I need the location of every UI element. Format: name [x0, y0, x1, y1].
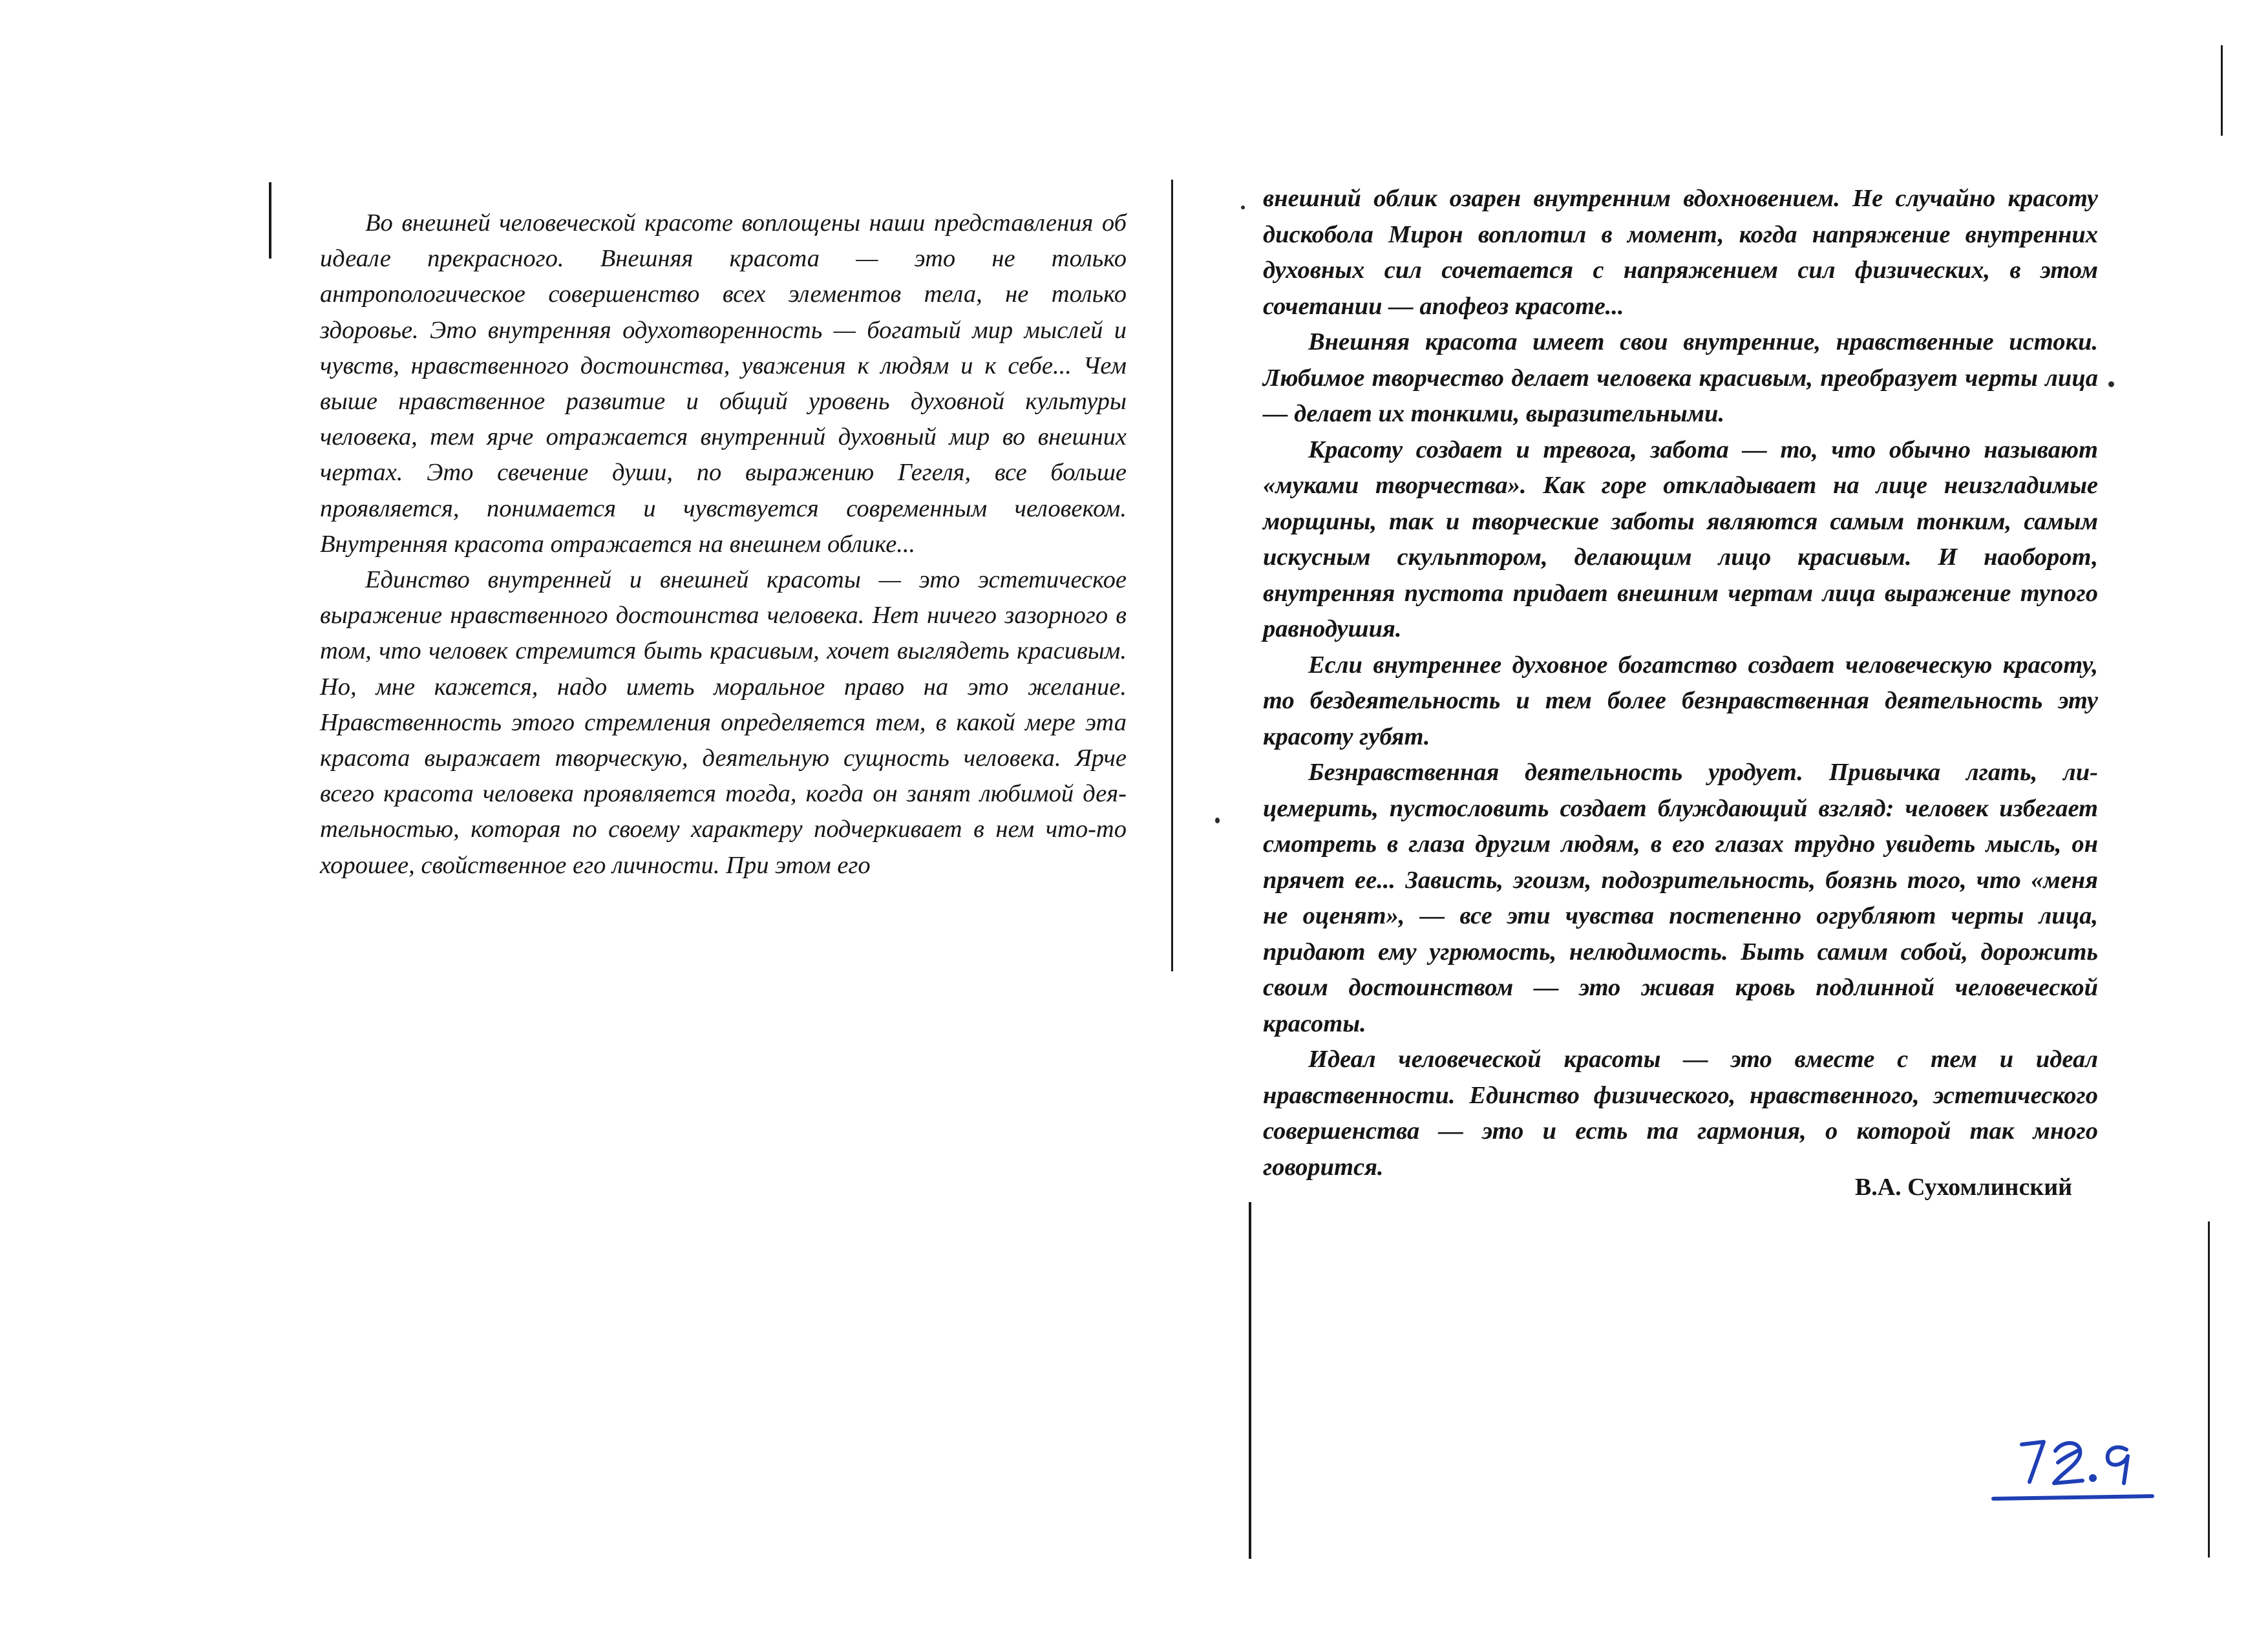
- right-page-text: [1263, 181, 2098, 1185]
- right-paragraph-3: Если внутреннее духовное богатство создает человеческую красоту, то бездеятельность и тем более безнравственная деятельность эту красоту губят.: [1263, 651, 2098, 750]
- scan-edge-line-center: [1171, 180, 1173, 971]
- left-paragraph-2: Единство внутренней и внешней красоты — это эстетическое выражение нравственного достоинства человека. Нет ничего зазорного в том, что человек стремится быть красивым, хочет выглядеть красивым. Но, мне кажется, надо иметь моральное право на это желание. Нравственность этого стремления определяется тем, в какой мере эта красота выражает творческую, деятельную сущность человека. Ярче всего красота человека проявляется тогда, когда он занят любимой деятельностью, которая по своему характеру подчеркивает в нем что-то хорошее, свойственное его личности. При этом его: [320, 566, 1127, 879]
- left-page-text: [320, 206, 1127, 883]
- author-signature: В.А. Сухомлинский: [1854, 1174, 2072, 1201]
- right-paragraph-1: Внешняя красота имеет свои внутренние, нравственные истоки. Любимое творчество делает человека красивым, преобразует черты лица — делает их тонкими, выразительными.: [1263, 328, 2098, 427]
- right-paragraph-4: Безнравственная деятельность уродует. Привычка лгать, лицемерить, пустословить создает блуждающий взгляд: человек избегает смотреть в глаза другим людям, в его глазах трудно увидеть мысль, он прячет ее... Зависть, эгоизм, подозрительность, боязнь того, что «меня не оценят», — все эти чувства постепенно огрубляют черты лица, придают ему угрюмость, нелюдимость. Быть самим собой, дорожить своим достоинством — это живая кровь подлинной человеческой красоты.: [1263, 759, 2098, 1037]
- handwritten-number-mark: [1991, 1425, 2159, 1509]
- scan-speck: [2108, 381, 2114, 387]
- scan-edge-line-far-right-top: [2221, 45, 2223, 136]
- scan-speck: [1215, 818, 1220, 823]
- right-paragraph-5: Идеал человеческой красоты — это вместе с тем и идеал нравственности. Единство физического, нравственного, эстетического совершенства — это и есть та гармония, о которой так много говорится.: [1263, 1046, 2098, 1181]
- right-continuation-paragraph: внешний облик озарен внутренним вдохновением. Не случайно красоту дискобола Мирон воплотил в момент, когда напряжение внутренних духовных сил сочетается с напряжением сил физических, в этом сочетании — апофеоз красоте...: [1263, 185, 2098, 320]
- right-paragraph-2: Красоту создает и тревога, забота — то, что обычно называют «муками творчества». Как горе откладывает на лице неизгладимые морщины, так и творческие заботы являются самым тонким, самым искусным скульптором, делающим лицо красивым. И наоборот, внутренняя пустота придает внешним чертам лица выражение тупого равнодушия.: [1263, 436, 2098, 642]
- scan-edge-line-far-right-lower: [2208, 1221, 2210, 1558]
- scan-speck: [1241, 206, 1245, 209]
- left-paragraph-1: Во внешней человеческой красоте воплощены наши представления об идеале прекрасного. Внешняя красота — это не только антропологическое совершенство всех элементов тела, не только здоровье. Это внутренняя одухотворенность — богатый мир мыслей и чувств, нравственного достоинства, уважения к людям и к себе... Чем выше нравственное развитие и общий уровень духовной культуры человека, тем ярче отражается внутренний духовный мир во внешних чертах. Это свечение души, по выражению Гегеля, все больше проявляется, понимается и чувствуется современным человеком. Внутренняя красота отражается на внешнем облике...: [320, 209, 1127, 558]
- scan-edge-line-right-lower: [1249, 1202, 1251, 1559]
- scan-edge-line-left: [269, 182, 271, 259]
